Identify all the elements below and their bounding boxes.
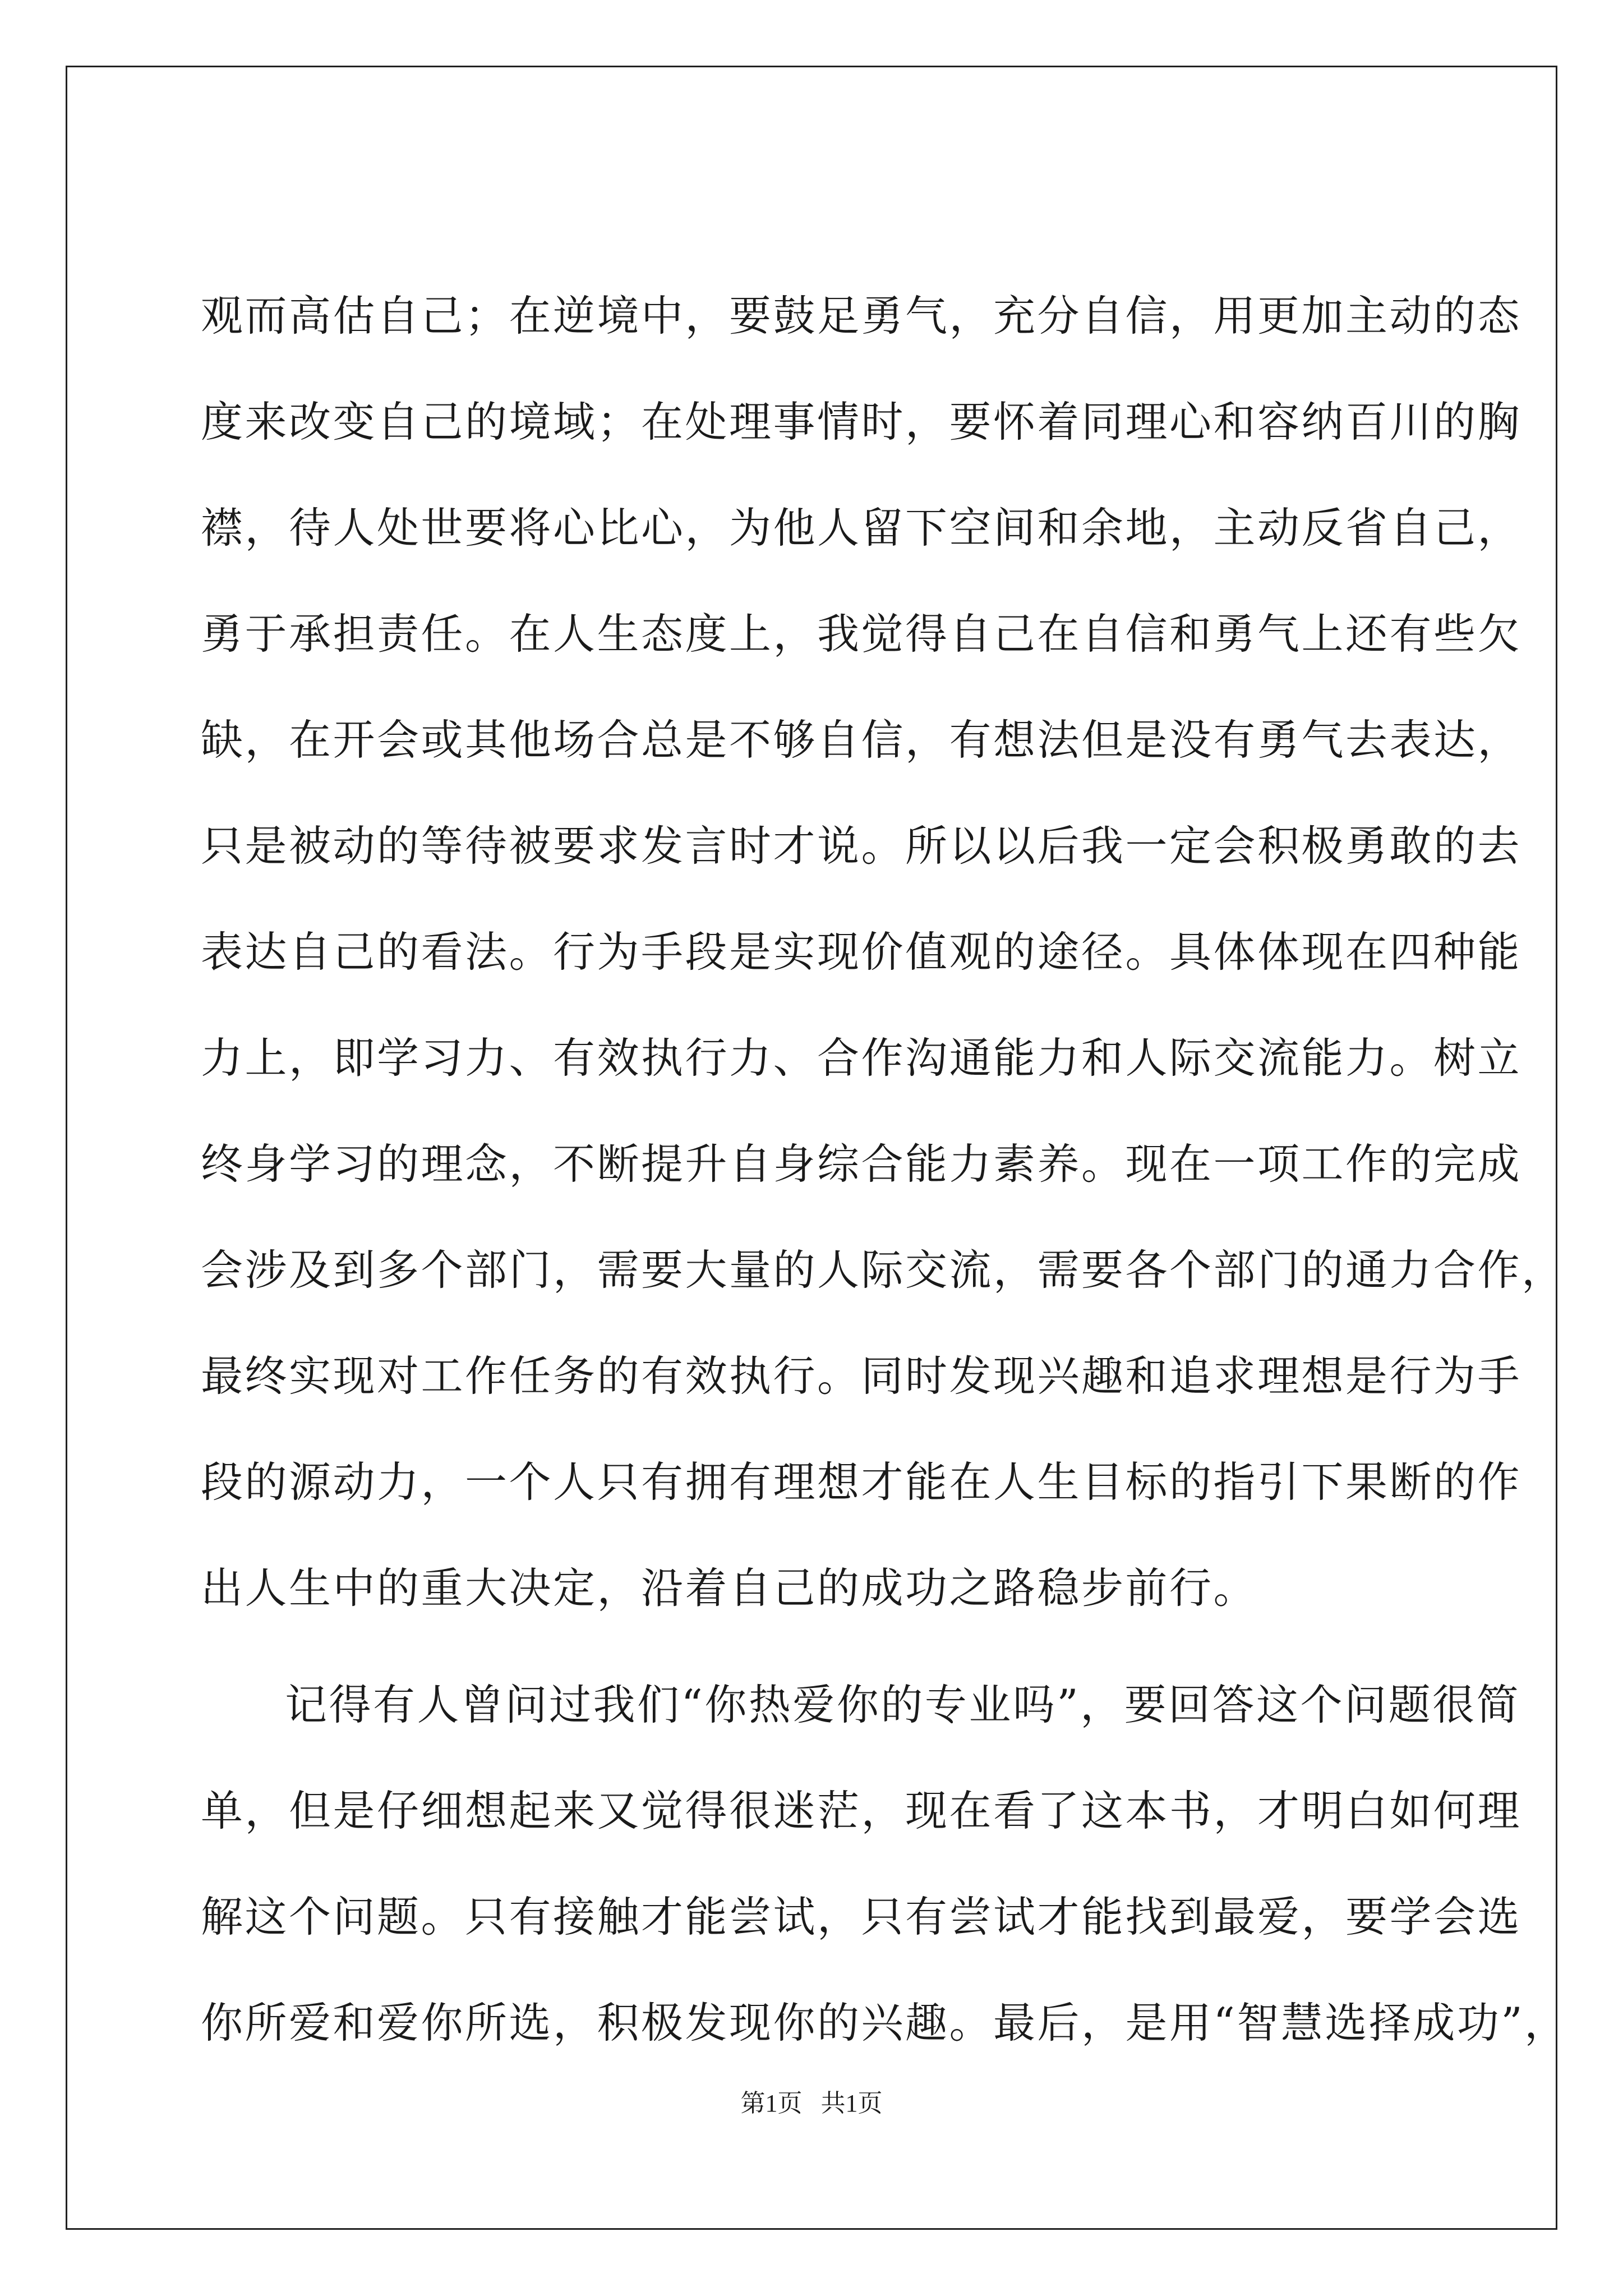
text-line: 力上，即学习力、有效执行力、合作沟通能力和人际交流能力。树立 bbox=[201, 1033, 1522, 1083]
text-line: 出人生中的重大决定，沿着自己的成功之路稳步前行。 bbox=[201, 1563, 1258, 1613]
text-line: 只是被动的等待被要求发言时才说。所以以后我一定会积极勇敢的去 bbox=[201, 821, 1522, 871]
text-line: 勇于承担责任。在人生态度上，我觉得自己在自信和勇气上还有些欠 bbox=[201, 609, 1522, 659]
text-line: 表达自己的看法。行为手段是实现价值观的途径。具体体现在四种能 bbox=[201, 927, 1522, 977]
text-line: 单，但是仔细想起来又觉得很迷茫，现在看了这本书，才明白如何理 bbox=[201, 1786, 1522, 1835]
text-line: 解这个问题。只有接触才能尝试，只有尝试才能找到最爱，要学会选 bbox=[201, 1892, 1522, 1941]
text-line: 观而高估自己；在逆境中，要鼓足勇气，充分自信，用更加主动的态 bbox=[201, 291, 1522, 341]
paragraph-first-line: 记得有人曾问过我们“你热爱你的专业吗”，要回答这个问题很简 bbox=[285, 1680, 1521, 1729]
text-line: 襟，待人处世要将心比心，为他人留下空间和余地，主动反省自己， bbox=[201, 503, 1522, 553]
text-line: 你所爱和爱你所选，积极发现你的兴趣。最后，是用“智慧选择成功”， bbox=[201, 1998, 1569, 2047]
text-line: 缺，在开会或其他场合总是不够自信，有想法但是没有勇气去表达， bbox=[201, 715, 1522, 765]
text-line: 会涉及到多个部门，需要大量的人际交流，需要各个部门的通力合作， bbox=[201, 1245, 1566, 1295]
text-line: 终身学习的理念，不断提升自身综合能力素养。现在一项工作的完成 bbox=[201, 1139, 1522, 1189]
text-line: 最终实现对工作任务的有效执行。同时发现兴趣和追求理想是行为手 bbox=[201, 1351, 1522, 1401]
text-line: 段的源动力，一个人只有拥有理想才能在人生目标的指引下果断的作 bbox=[201, 1457, 1522, 1507]
page-number-footer: 第1页 共1页 bbox=[740, 2090, 883, 2117]
page-frame bbox=[66, 66, 1569, 2230]
text-line: 度来改变自己的境域；在处理事情时，要怀着同理心和容纳百川的胸 bbox=[201, 397, 1522, 447]
